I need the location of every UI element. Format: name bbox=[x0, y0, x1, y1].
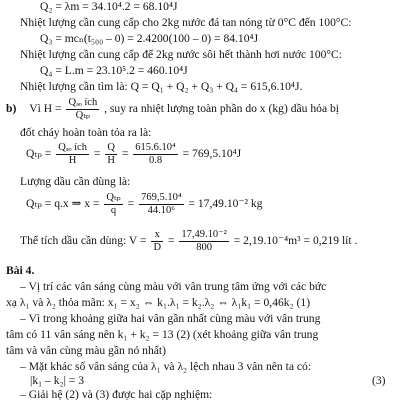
volume-equation bbox=[20, 228, 357, 254]
qtp-equation bbox=[26, 141, 241, 167]
qtp-rhs: = 769,5.10⁴J bbox=[182, 147, 242, 160]
fraction-numerator: 769,5.10⁴ bbox=[141, 191, 182, 203]
fraction-numerator: 17,49.10⁻² bbox=[181, 228, 227, 240]
fraction-numerator: Qₔₒ ích bbox=[68, 96, 98, 108]
bai4-para1-line2: xạ λ₁ và λ₂ thỏa mãn: x₁ = x₂ ⇔ k₁.λ₁ = k₂.λ₂ ⇔ λ₁k₁ = 0,46k₂ (1) bbox=[6, 296, 311, 309]
fraction-numerator: Q bbox=[107, 141, 115, 153]
equals-sign: = bbox=[127, 197, 135, 210]
fraction-denominator: H bbox=[68, 154, 77, 166]
part-b-text-3: đốt cháy hoàn toàn tỏa ra là: bbox=[20, 126, 152, 139]
volume-rhs: = 2,19.10⁻⁴m³ = 0,219 lít . bbox=[233, 234, 358, 247]
q4-line: Q₄ = L.m = 23.10⁵.2 = 460.10⁴J bbox=[40, 64, 188, 77]
oil-fraction-1 bbox=[104, 192, 122, 217]
fraction-denominator: 44.10⁶ bbox=[147, 204, 175, 216]
part-b-text-1: Vì H = bbox=[29, 102, 62, 115]
fraction-denominator: 0.8 bbox=[148, 154, 163, 166]
volume-fraction-1 bbox=[151, 229, 163, 254]
volume-lhs: Thể tích dầu cần dùng: V = bbox=[20, 234, 147, 247]
equals-sign: = bbox=[93, 147, 101, 160]
fraction-numerator: Qₔₒ ích bbox=[58, 141, 87, 153]
oil-equation bbox=[26, 191, 263, 217]
equals-sign: = bbox=[167, 234, 175, 247]
oil-fraction-2 bbox=[139, 192, 183, 217]
part-b-text-2: , suy ra nhiệt lượng toàn phần do x (kg) dầu hỏa bị bbox=[104, 102, 340, 115]
efficiency-fraction bbox=[66, 97, 99, 122]
oil-needed-text: Lượng dầu cần dùng là: bbox=[20, 175, 131, 188]
qtp-fraction-1 bbox=[56, 142, 89, 167]
fraction-denominator: 800 bbox=[196, 241, 212, 253]
fraction-denominator: q bbox=[110, 204, 117, 216]
fraction-numerator: 615.6.10⁴ bbox=[135, 141, 176, 153]
equals-sign: = bbox=[121, 147, 129, 160]
total-heat-text: Nhiệt lượng cần tìm là: Q = Q₁ + Q₂ + Q₃ + Q₄ = 615,6.10⁴J. bbox=[20, 80, 303, 93]
bai4-para2-line3: tâm và vân cùng màu gần nó nhất) bbox=[6, 344, 167, 357]
part-b-label: b) bbox=[6, 102, 17, 115]
fraction-numerator: Qₜₚ bbox=[106, 191, 121, 203]
fraction-denominator: D bbox=[153, 241, 162, 253]
qtp-lhs: Qₜₚ = bbox=[26, 147, 52, 160]
fraction-numerator: x bbox=[151, 229, 163, 242]
bai4-para4: – Giải hệ (2) và (3) được hai cặp nghiệm: bbox=[20, 388, 213, 400]
heat-ice-melt-text: Nhiệt lượng cần cung cấp cho 2kg nước đá tan nóng từ 0°C đến 100°C: bbox=[20, 16, 352, 29]
oil-rhs: = 17,49.10⁻² kg bbox=[188, 197, 263, 210]
bai4-heading: Bài 4. bbox=[6, 264, 35, 277]
bai4-para1-line1: – Vị trí các vân sáng cùng màu với vân trung tâm ứng với các bức bbox=[20, 280, 327, 293]
heat-boil-text: Nhiệt lượng cần cung cấp để 2kg nước sôi hết thành hơi nước 100°C: bbox=[20, 48, 343, 61]
bai4-para3: – Mặt khác số vân sáng của λ₁ và λ₂ lệch nhau 3 vân nên ta có: bbox=[20, 360, 312, 373]
part-b-line bbox=[6, 96, 339, 122]
q3-line: Q₃ = mcₙ(t₅₀₀ – 0) = 2.4200(100 – 0) = 84.10⁴J bbox=[40, 32, 259, 45]
bai4-eq3: |k₁ – k₂| = 3 bbox=[30, 374, 85, 387]
qtp-fraction-3 bbox=[133, 142, 177, 167]
bai4-eq3-tag: (3) bbox=[372, 374, 386, 387]
fraction-denominator: H bbox=[107, 154, 115, 166]
q2-line: Q₂ = λm = 34.10⁴.2 = 68.10⁴J bbox=[40, 0, 178, 13]
bai4-para2-line2: tâm có 11 vân sáng nên k₁ + k₂ = 13 (2) (xét khoảng giữa vân trung bbox=[6, 328, 319, 341]
fraction-denominator: Qₜₚ bbox=[75, 109, 90, 121]
bai4-para2-line1: – Vì trong khoảng giữa hai vân gần nhất cùng màu với vân trung bbox=[20, 312, 321, 325]
volume-fraction-2 bbox=[179, 229, 228, 254]
qtp-fraction-2 bbox=[105, 142, 117, 167]
oil-eq-lhs: Qₜₚ = q.x ⇒ x = bbox=[26, 197, 100, 210]
